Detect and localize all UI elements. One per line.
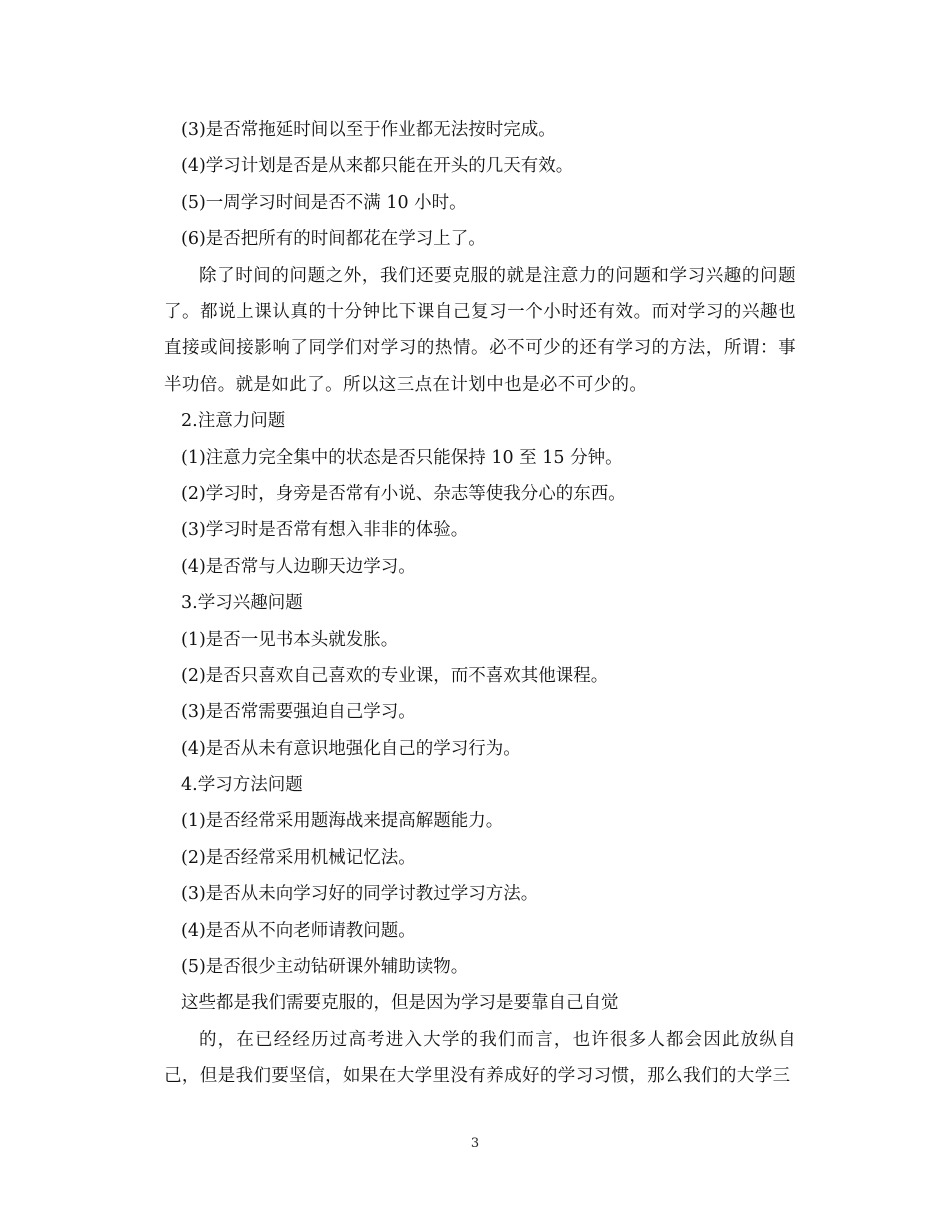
list-item: (4)是否从不向老师请教问题。 [181,920,416,941]
section-heading: 4.学习方法问题 [181,775,303,796]
list-item: (6)是否把所有的时间都花在学习上了。 [181,229,486,250]
list-item: (1)是否经常采用题海战来提高解题能力。 [181,811,504,832]
list-item: (4)是否常与人边聊天边学习。 [181,556,416,577]
list-item: (5)是否很少主动钻研课外辅助读物。 [181,957,469,978]
list-item: (3)学习时是否常有想入非非的体验。 [181,520,469,541]
document-body [164,112,796,1095]
list-item: (2)是否只喜欢自己喜欢的专业课，而不喜欢其他课程。 [181,665,609,686]
body-paragraph: 除了时间的问题之外，我们还要克服的就是注意力的问题和学习兴趣的问题了。都说上课认真的十分钟比下课自己复习一个小时还有效。而对学习的兴趣也直接或间接影响了同学们对学习的热情。必不可少的还有学习的方法，所谓：事半功倍。就是如此了。所以这三点在计划中也是必不可少的。 [164,265,796,395]
list-item: (4)是否从未有意识地强化自己的学习行为。 [181,738,521,759]
list-item: (3)是否常拖延时间以至于作业都无法按时完成。 [181,120,556,140]
list-item: (3)是否常需要强迫自己学习。 [181,702,416,723]
list-item: (4)学习计划是否是从来都只能在开头的几天有效。 [181,156,574,177]
list-item: (1)是否一见书本头就发胀。 [181,629,399,650]
list-item: (1)注意力完全集中的状态是否只能保持 10 至 15 分钟。 [181,447,623,468]
page-number: 3 [470,1136,480,1151]
section-heading: 3.学习兴趣问题 [181,593,303,614]
body-paragraph: 的，在已经经历过高考进入大学的我们而言，也许很多人都会因此放纵自己，但是我们要坚信，如果在大学里没有养成好的学习习惯，那么我们的大学三 [164,1029,796,1087]
body-paragraph-line: 这些都是我们需要克服的，但是因为学习是要靠自己自觉 [181,993,619,1014]
list-item: (2)是否经常采用机械记忆法。 [181,847,416,868]
list-item: (5)一周学习时间是否不满 10 小时。 [181,192,467,213]
list-item: (3)是否从未向学习好的同学讨教过学习方法。 [181,884,539,905]
list-item: (2)学习时，身旁是否常有小说、杂志等使我分心的东西。 [181,483,626,504]
section-heading: 2.注意力问题 [181,411,286,432]
